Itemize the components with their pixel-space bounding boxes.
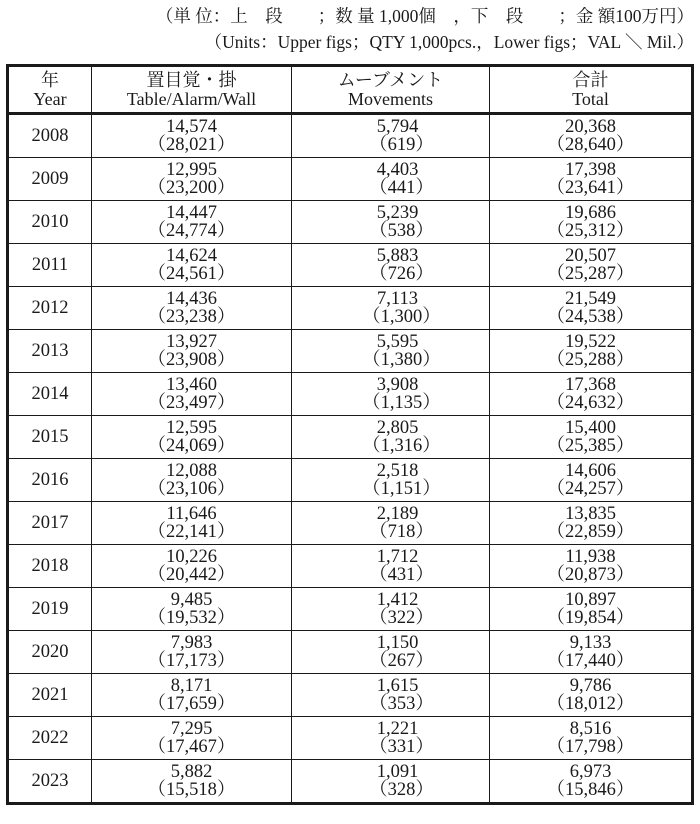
movements-cell bbox=[292, 459, 490, 502]
header-year-jp: 年 bbox=[41, 69, 59, 90]
movements-value: （1,151） bbox=[362, 479, 441, 499]
movements-cell bbox=[292, 545, 490, 588]
total-value: （25,385） bbox=[546, 436, 635, 456]
movements-cell bbox=[292, 717, 490, 760]
movements-value: （441） bbox=[369, 178, 434, 198]
movements-cell bbox=[292, 201, 490, 244]
total-value: （18,012） bbox=[546, 694, 635, 714]
movements-cell bbox=[292, 502, 490, 545]
table-alarm-wall-cell bbox=[92, 545, 292, 588]
total-quantity: 19,686 bbox=[565, 203, 616, 223]
table-alarm-wall-cell bbox=[92, 674, 292, 717]
taw-value: （17,659） bbox=[147, 694, 236, 714]
total-quantity: 9,133 bbox=[569, 633, 612, 653]
total-cell bbox=[490, 114, 693, 158]
total-value: （28,640） bbox=[546, 135, 635, 155]
total-value: （20,873） bbox=[546, 565, 635, 585]
units-note-jp: （単 位：上 段 ；数 量 1,000個 ，下 段 ；金 額100万円） bbox=[155, 6, 694, 26]
movements-cell bbox=[292, 114, 490, 158]
table-alarm-wall-cell bbox=[92, 330, 292, 373]
table-row bbox=[8, 114, 693, 158]
movements-quantity: 2,805 bbox=[376, 418, 419, 438]
movements-quantity: 5,794 bbox=[376, 117, 419, 137]
table-alarm-wall-cell bbox=[92, 287, 292, 330]
taw-quantity: 12,995 bbox=[166, 160, 217, 180]
movements-quantity: 4,403 bbox=[376, 160, 419, 180]
taw-quantity: 14,574 bbox=[166, 117, 217, 137]
total-quantity: 20,368 bbox=[565, 117, 616, 137]
movements-value: （1,300） bbox=[362, 307, 441, 327]
table-row bbox=[8, 287, 693, 330]
year-cell bbox=[8, 631, 92, 674]
total-value: （25,288） bbox=[546, 350, 635, 370]
taw-value: （28,021） bbox=[147, 135, 236, 155]
year-cell bbox=[8, 330, 92, 373]
taw-quantity: 14,624 bbox=[166, 246, 217, 266]
header-table-alarm-wall bbox=[92, 66, 292, 114]
movements-value: （538） bbox=[369, 221, 434, 241]
taw-value: （15,518） bbox=[147, 780, 236, 800]
total-cell bbox=[490, 760, 693, 804]
year-value: 2022 bbox=[31, 727, 69, 748]
table-alarm-wall-cell bbox=[92, 244, 292, 287]
total-cell bbox=[490, 459, 693, 502]
year-cell bbox=[8, 588, 92, 631]
movements-cell bbox=[292, 373, 490, 416]
total-quantity: 6,973 bbox=[569, 762, 612, 782]
header-movements-en: Movements bbox=[348, 88, 433, 109]
taw-value: （24,561） bbox=[147, 264, 236, 284]
movements-value: （353） bbox=[369, 694, 434, 714]
movements-value: （718） bbox=[369, 522, 434, 542]
movements-cell bbox=[292, 760, 490, 804]
taw-quantity: 12,088 bbox=[166, 461, 217, 481]
taw-value: （24,069） bbox=[147, 436, 236, 456]
header-taw-jp: 置目覚・掛 bbox=[146, 69, 237, 90]
table-alarm-wall-cell bbox=[92, 631, 292, 674]
movements-cell bbox=[292, 416, 490, 459]
taw-value: （23,497） bbox=[147, 393, 236, 413]
year-value: 2011 bbox=[31, 254, 69, 275]
year-cell bbox=[8, 459, 92, 502]
table-row bbox=[8, 760, 693, 804]
movements-quantity: 1,150 bbox=[376, 633, 419, 653]
table-row bbox=[8, 158, 693, 201]
movements-value: （619） bbox=[369, 135, 434, 155]
table-row bbox=[8, 588, 693, 631]
table-alarm-wall-cell bbox=[92, 760, 292, 804]
total-cell bbox=[490, 588, 693, 631]
total-quantity: 15,400 bbox=[565, 418, 616, 438]
header-total-en: Total bbox=[572, 88, 609, 109]
year-cell bbox=[8, 416, 92, 459]
movements-quantity: 3,908 bbox=[376, 375, 419, 395]
header-year bbox=[8, 66, 92, 114]
movements-value: （322） bbox=[369, 608, 434, 628]
total-quantity: 17,398 bbox=[565, 160, 616, 180]
total-value: （15,846） bbox=[546, 780, 635, 800]
total-quantity: 9,786 bbox=[569, 676, 612, 696]
total-value: （23,641） bbox=[546, 178, 635, 198]
total-quantity: 20,507 bbox=[565, 246, 616, 266]
movements-quantity: 2,518 bbox=[376, 461, 419, 481]
units-note-en: （Units：Upper figs；QTY 1,000pcs.，Lower figs；VAL ＼ Mil.） bbox=[204, 32, 694, 52]
movements-cell bbox=[292, 674, 490, 717]
movements-cell bbox=[292, 330, 490, 373]
movements-cell bbox=[292, 588, 490, 631]
header-total-jp: 合計 bbox=[572, 69, 609, 90]
total-quantity: 11,938 bbox=[565, 547, 616, 567]
total-value: （25,312） bbox=[546, 221, 635, 241]
total-cell bbox=[490, 287, 693, 330]
movements-value: （331） bbox=[369, 737, 434, 757]
year-cell bbox=[8, 287, 92, 330]
year-value: 2018 bbox=[31, 555, 69, 576]
movements-quantity: 1,412 bbox=[376, 590, 419, 610]
year-value: 2014 bbox=[31, 383, 69, 404]
total-value: （24,257） bbox=[546, 479, 635, 499]
movements-quantity: 5,595 bbox=[376, 332, 419, 352]
table-header-row bbox=[8, 66, 693, 114]
total-cell bbox=[490, 244, 693, 287]
header-movements bbox=[292, 66, 490, 114]
total-cell bbox=[490, 201, 693, 244]
movements-cell bbox=[292, 244, 490, 287]
year-cell bbox=[8, 373, 92, 416]
movements-quantity: 5,883 bbox=[376, 246, 419, 266]
total-value: （19,854） bbox=[546, 608, 635, 628]
movements-cell bbox=[292, 158, 490, 201]
table-row bbox=[8, 201, 693, 244]
year-value: 2023 bbox=[31, 770, 69, 791]
total-cell bbox=[490, 373, 693, 416]
table-alarm-wall-cell bbox=[92, 416, 292, 459]
movements-quantity: 1,712 bbox=[376, 547, 419, 567]
total-cell bbox=[490, 545, 693, 588]
taw-quantity: 5,882 bbox=[170, 762, 213, 782]
movements-value: （1,380） bbox=[362, 350, 441, 370]
table-alarm-wall-cell bbox=[92, 459, 292, 502]
movements-value: （1,316） bbox=[362, 436, 441, 456]
movements-quantity: 2,189 bbox=[376, 504, 419, 524]
movements-quantity: 1,221 bbox=[376, 719, 419, 739]
movements-quantity: 1,091 bbox=[376, 762, 419, 782]
movements-cell bbox=[292, 631, 490, 674]
table-row bbox=[8, 717, 693, 760]
total-quantity: 21,549 bbox=[565, 289, 616, 309]
movements-value: （267） bbox=[369, 651, 434, 671]
year-value: 2012 bbox=[31, 297, 69, 318]
taw-quantity: 14,447 bbox=[166, 203, 217, 223]
total-quantity: 8,516 bbox=[569, 719, 612, 739]
year-cell bbox=[8, 114, 92, 158]
year-value: 2015 bbox=[31, 426, 69, 447]
total-quantity: 17,368 bbox=[565, 375, 616, 395]
total-quantity: 14,606 bbox=[565, 461, 616, 481]
table-row bbox=[8, 459, 693, 502]
table-alarm-wall-cell bbox=[92, 114, 292, 158]
taw-quantity: 13,460 bbox=[166, 375, 217, 395]
taw-value: （22,141） bbox=[147, 522, 236, 542]
year-cell bbox=[8, 244, 92, 287]
taw-quantity: 10,226 bbox=[166, 547, 217, 567]
taw-value: （23,238） bbox=[147, 307, 236, 327]
taw-quantity: 7,295 bbox=[170, 719, 213, 739]
total-value: （24,538） bbox=[546, 307, 635, 327]
year-value: 2019 bbox=[31, 598, 69, 619]
taw-value: （24,774） bbox=[147, 221, 236, 241]
table-row bbox=[8, 416, 693, 459]
table-alarm-wall-cell bbox=[92, 373, 292, 416]
table-row bbox=[8, 244, 693, 287]
movements-value: （726） bbox=[369, 264, 434, 284]
taw-quantity: 9,485 bbox=[170, 590, 213, 610]
taw-value: （19,532） bbox=[147, 608, 236, 628]
taw-quantity: 12,595 bbox=[166, 418, 217, 438]
total-cell bbox=[490, 416, 693, 459]
year-cell bbox=[8, 158, 92, 201]
total-cell bbox=[490, 674, 693, 717]
year-cell bbox=[8, 545, 92, 588]
movements-cell bbox=[292, 287, 490, 330]
table-row bbox=[8, 330, 693, 373]
taw-value: （17,173） bbox=[147, 651, 236, 671]
year-value: 2017 bbox=[31, 512, 69, 533]
taw-value: （20,442） bbox=[147, 565, 236, 585]
taw-quantity: 8,171 bbox=[170, 676, 213, 696]
movements-quantity: 5,239 bbox=[376, 203, 419, 223]
year-value: 2008 bbox=[31, 125, 69, 146]
taw-value: （23,200） bbox=[147, 178, 236, 198]
total-value: （25,287） bbox=[546, 264, 635, 284]
year-value: 2020 bbox=[31, 641, 69, 662]
total-cell bbox=[490, 631, 693, 674]
movements-quantity: 7,113 bbox=[377, 289, 418, 309]
table-row bbox=[8, 545, 693, 588]
table-alarm-wall-cell bbox=[92, 158, 292, 201]
table-row bbox=[8, 502, 693, 545]
header-year-en: Year bbox=[33, 88, 67, 109]
table-alarm-wall-cell bbox=[92, 588, 292, 631]
header-total bbox=[490, 66, 693, 114]
total-cell bbox=[490, 158, 693, 201]
table-alarm-wall-cell bbox=[92, 717, 292, 760]
year-value: 2013 bbox=[31, 340, 69, 361]
total-value: （17,798） bbox=[546, 737, 635, 757]
taw-value: （23,908） bbox=[147, 350, 236, 370]
header-movements-jp: ムーブメント bbox=[337, 69, 444, 90]
total-cell bbox=[490, 717, 693, 760]
total-cell bbox=[490, 330, 693, 373]
year-value: 2016 bbox=[31, 469, 69, 490]
taw-quantity: 13,927 bbox=[166, 332, 217, 352]
table-row bbox=[8, 631, 693, 674]
header-taw-en: Table/Alarm/Wall bbox=[126, 88, 257, 109]
taw-quantity: 7,983 bbox=[170, 633, 213, 653]
units-note bbox=[0, 0, 700, 58]
table-alarm-wall-cell bbox=[92, 502, 292, 545]
year-cell bbox=[8, 760, 92, 804]
total-value: （22,859） bbox=[546, 522, 635, 542]
table-row bbox=[8, 373, 693, 416]
taw-quantity: 11,646 bbox=[166, 504, 217, 524]
table-alarm-wall-cell bbox=[92, 201, 292, 244]
table-row bbox=[8, 674, 693, 717]
total-value: （17,440） bbox=[546, 651, 635, 671]
year-cell bbox=[8, 674, 92, 717]
taw-value: （23,106） bbox=[147, 479, 236, 499]
year-cell bbox=[8, 201, 92, 244]
year-value: 2021 bbox=[31, 684, 69, 705]
year-cell bbox=[8, 502, 92, 545]
total-quantity: 13,835 bbox=[565, 504, 616, 524]
movements-value: （1,135） bbox=[362, 393, 441, 413]
movements-value: （431） bbox=[369, 565, 434, 585]
taw-quantity: 14,436 bbox=[166, 289, 217, 309]
taw-value: （17,467） bbox=[147, 737, 236, 757]
total-cell bbox=[490, 502, 693, 545]
clock-statistics-table bbox=[6, 64, 694, 805]
total-quantity: 10,897 bbox=[565, 590, 616, 610]
total-quantity: 19,522 bbox=[565, 332, 616, 352]
year-value: 2009 bbox=[31, 168, 69, 189]
total-value: （24,632） bbox=[546, 393, 635, 413]
movements-quantity: 1,615 bbox=[376, 676, 419, 696]
movements-value: （328） bbox=[369, 780, 434, 800]
year-cell bbox=[8, 717, 92, 760]
year-value: 2010 bbox=[31, 211, 69, 232]
